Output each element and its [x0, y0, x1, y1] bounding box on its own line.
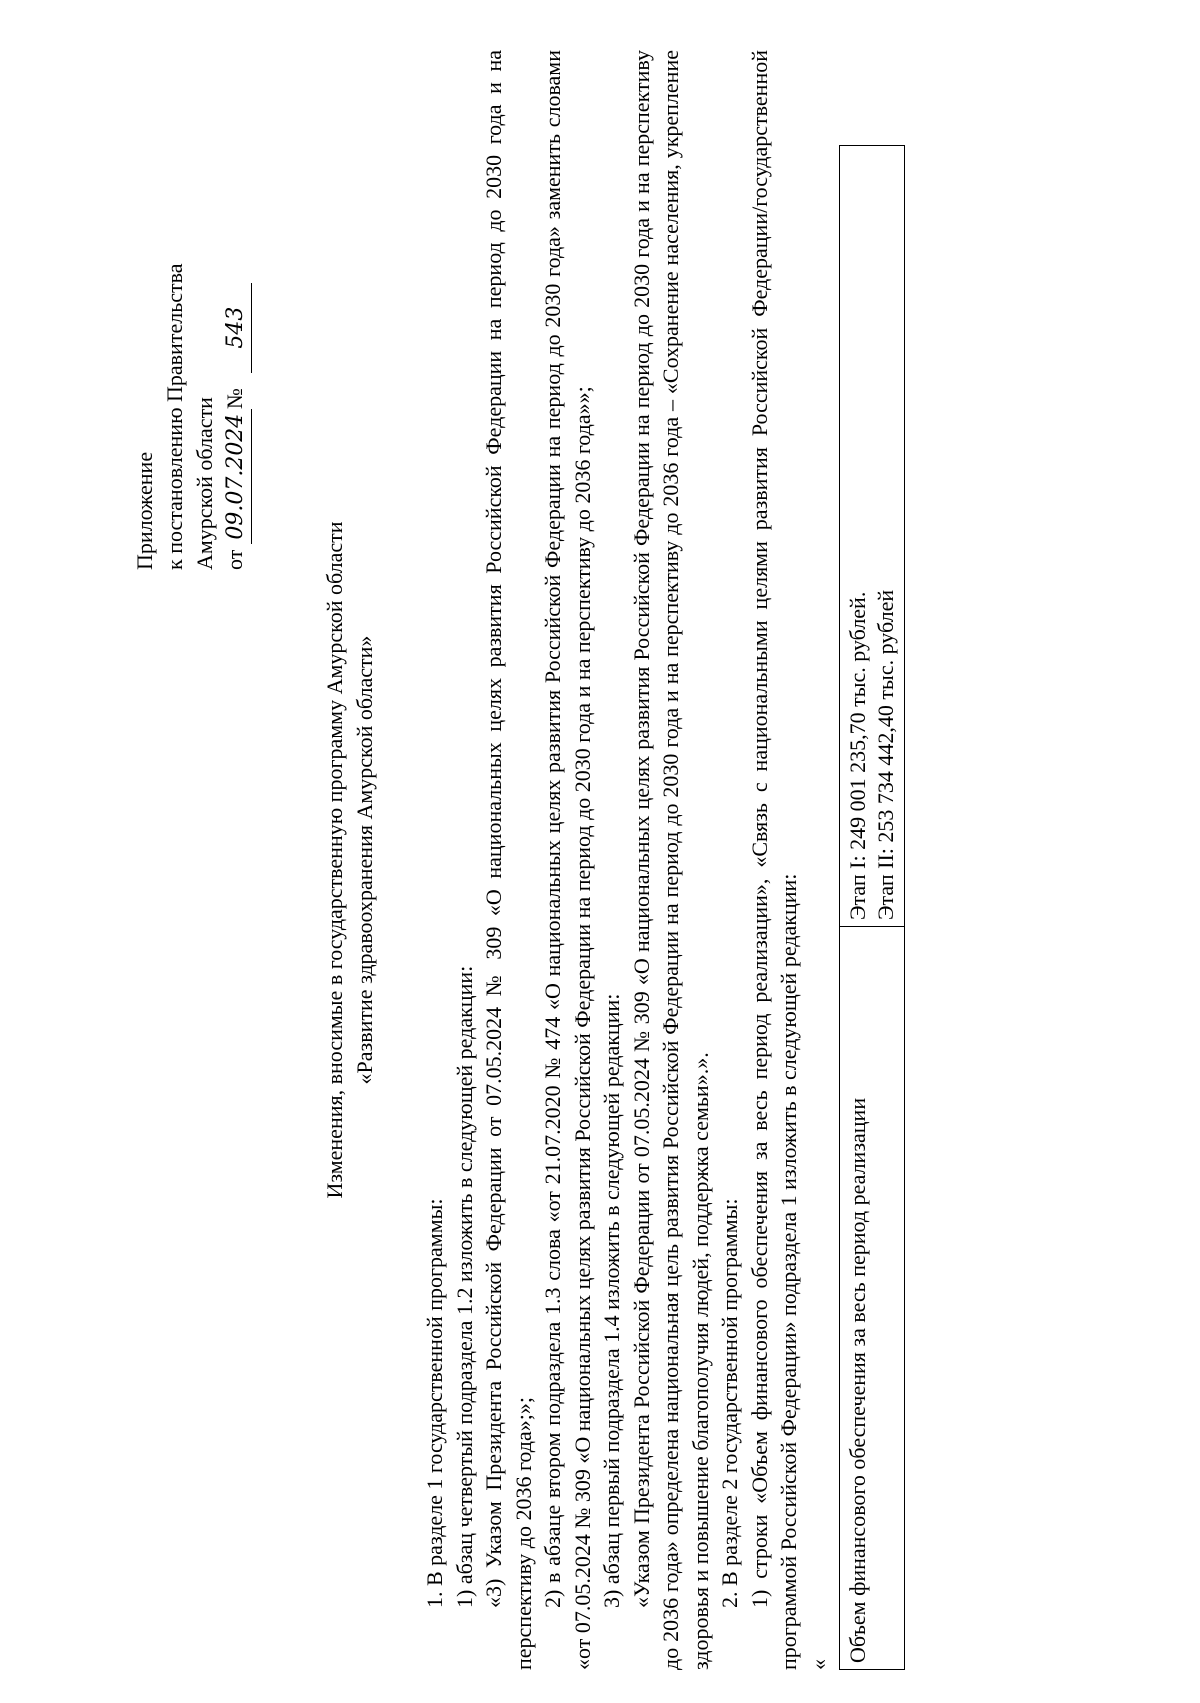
quote-open: « [805, 1659, 831, 1670]
appendix-region: Амурской области [192, 397, 217, 570]
stage-2-value: Этап II: 253 734 442,40 тыс. рублей [873, 589, 898, 920]
title-line-2: «Развитие здравоохранения Амурской области» [352, 635, 377, 1085]
table-row [840, 146, 905, 1670]
handwritten-date: 09.07.2024 [221, 409, 252, 544]
document-title [320, 50, 380, 1670]
paragraph: «3) Указом Президента Российской Федерации от 07.05.2024 № 309 «О национальных целях развития Российской Федерации на период до 2030 года и на перспективу до 2036 года»;»; [481, 50, 536, 1670]
paragraph: 2. В разделе 2 государственной программы: [717, 1198, 742, 1608]
table-cell-value [840, 146, 905, 927]
table-cell-label: Объем финансового обеспечения за весь период реализации [840, 927, 905, 1670]
handwritten-number: 543 [221, 283, 252, 373]
rotated-document-page [130, 50, 1030, 1670]
paragraph: 1) строки «Объем финансового обеспечения за весь период реализации», «Связь с национальными целями развития Российской Федерации/государственной программой Российской Федерации» подраздела 1 изложить в следующей редакции: [746, 50, 801, 1670]
paragraph: 2) в абзаце втором подраздела 1.3 слова «от 21.07.2020 № 474 «О национальных целях развития Российской Федерации на период до 2030 года» заменить словами «от 07.05.2024 № 309 «О национальных целях развития Российской Федерации на период до 2030 года и на перспективу до 2036 года»»; [540, 50, 595, 1670]
paragraph: 1) абзац четвертый подраздела 1.2 изложить в следующей редакции: [451, 965, 477, 1608]
paragraph: «Указом Президента Российской Федерации от 07.05.2024 № 309 «О национальных целях развития Российской Федерации на период до 2030 года и на перспективу до 2036 года» определена национальная цель развития Российской Федерации на период до 2030 года и на перспективу до 2036 года – «Сохранение населения, укрепление здоровья и повышение благополучия людей, поддержка семьи».». [628, 50, 713, 1670]
appendix-resolution: к постановлению Правительства [162, 263, 187, 570]
financing-table [839, 145, 905, 1670]
paragraph: 1. В разделе 1 государственной программы: [422, 1198, 447, 1608]
appendix-date-number [220, 110, 252, 570]
number-label: № [222, 388, 247, 410]
paragraph: 3) абзац первый подраздела 1.4 изложить в следующей редакции: [599, 993, 624, 1608]
from-label: от [222, 549, 247, 570]
appendix-label: Приложение [132, 451, 157, 570]
document-body [420, 50, 905, 1670]
appendix-block [130, 110, 252, 570]
title-line-1: Изменения, вносимые в государственную программу Амурской области [322, 521, 347, 1199]
stage-1-value: Этап I: 249 001 235,70 тыс. рублей. [845, 591, 870, 920]
